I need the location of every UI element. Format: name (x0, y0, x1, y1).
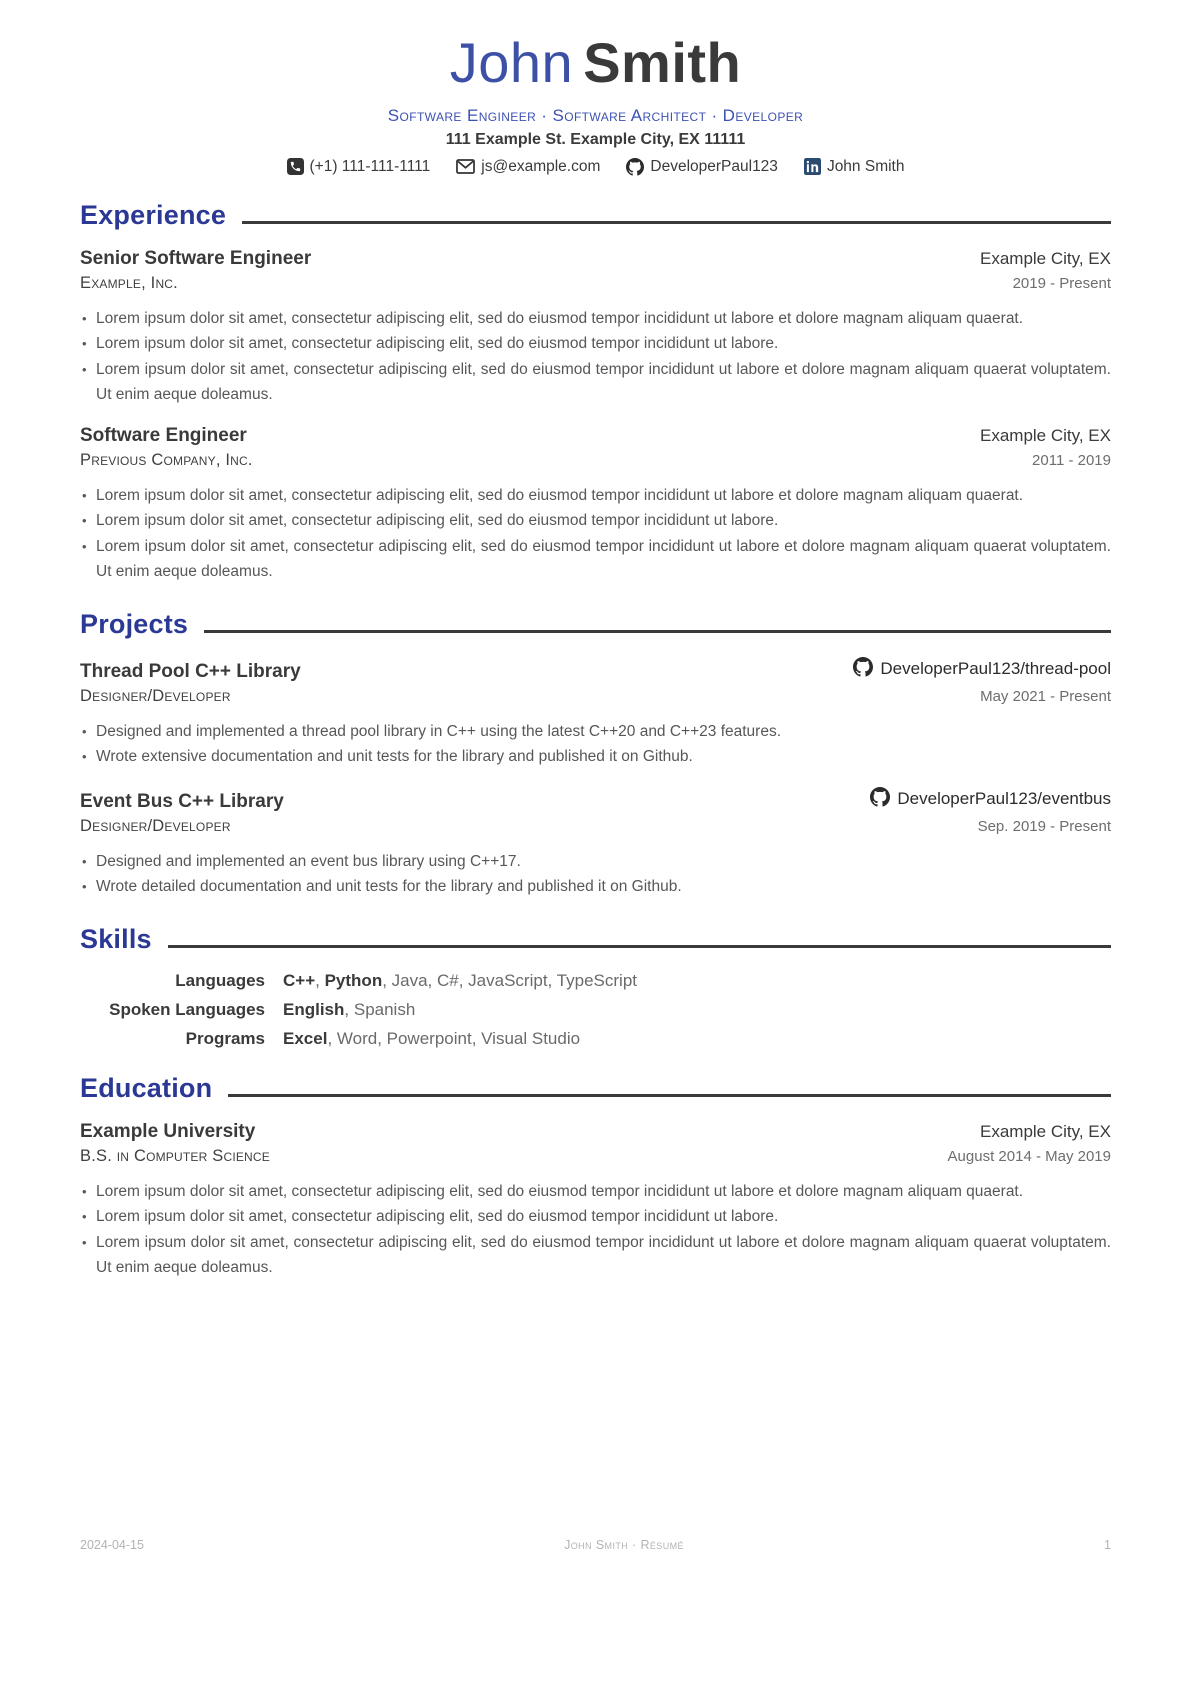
street-address: 111 Example St. Example City, EX 11111 (445, 130, 746, 148)
section-projects (80, 609, 1111, 900)
bullet-item: • Designed and implemented a thread pool library in C++ using the latest C++20 and C++23 features. (80, 719, 1111, 745)
section-heading (80, 609, 1111, 640)
project-bullets (80, 719, 1111, 770)
bullet-item: • Lorem ipsum dolor sit amet, consectetur adipiscing elit, sed do eiusmod tempor incididunt ut labore et dolore magnam aliquam quaerat voluptatem. Ut enim aeque doleamus. (80, 534, 1111, 585)
job-titles-tagline: Software Engineer · Software Architect · Developer (387, 105, 804, 125)
section-rule (242, 221, 1111, 224)
linkedin-name: John Smith (826, 157, 905, 175)
resume-header (80, 31, 1111, 176)
section-rule (204, 630, 1111, 633)
experience-entry (80, 248, 1111, 408)
job-bullets (80, 306, 1111, 408)
education-dates: August 2014 - May 2019 (947, 1147, 1111, 1165)
skill-item: , (315, 970, 325, 990)
skill-item: , Java, C#, JavaScript, TypeScript (382, 970, 637, 990)
section-skills (80, 924, 1111, 1049)
skill-item: , Word, Powerpoint, Visual Studio (327, 1028, 581, 1048)
education-entry (80, 1121, 1111, 1281)
project-bullets (80, 849, 1111, 900)
skill-item-strong: Excel (283, 1028, 328, 1048)
bullet-item: • Lorem ipsum dolor sit amet, consectetur adipiscing elit, sed do eiusmod tempor incididunt ut labore. (80, 508, 1111, 534)
degree-name: B.S. in Computer Science (80, 1146, 270, 1165)
bullet-item: • Wrote extensive documentation and unit tests for the library and published it on Github. (80, 744, 1111, 770)
job-location: Example City, EX (979, 248, 1111, 268)
project-entry (80, 787, 1111, 900)
bullet-item: • Wrote detailed documentation and unit tests for the library and published it on Github. (80, 874, 1111, 900)
github-icon (626, 158, 644, 176)
phone-icon (287, 158, 304, 175)
project-role: Designer/Developer (80, 816, 231, 835)
job-title: Software Engineer (80, 424, 247, 446)
email-address: js@example.com (481, 157, 601, 175)
repo-name: DeveloperPaul123/eventbus (897, 789, 1111, 809)
github-profile-link[interactable] (626, 158, 778, 176)
skill-category-label: Spoken Languages (109, 999, 265, 1019)
bullet-item: • Lorem ipsum dolor sit amet, consectetur adipiscing elit, sed do eiusmod tempor incididunt ut labore et dolore magnam aliquam quaerat. (80, 483, 1111, 509)
project-dates: May 2021 - Present (980, 687, 1111, 705)
section-heading (80, 1073, 1111, 1104)
footer-date: 2024-04-15 (80, 1538, 144, 1552)
bullet-item: • Lorem ipsum dolor sit amet, consectetur adipiscing elit, sed do eiusmod tempor incididunt ut labore et dolore magnam aliquam quaerat. (80, 1179, 1111, 1205)
section-heading (80, 200, 1111, 231)
footer-document-title: John Smith · Résumé (564, 1538, 684, 1552)
project-name: Thread Pool C++ Library (80, 660, 301, 682)
section-rule (168, 945, 1111, 948)
experience-entry (80, 425, 1111, 585)
bullet-item: • Designed and implemented an event bus library using C++17. (80, 849, 1111, 875)
project-role: Designer/Developer (80, 686, 231, 705)
skill-category-label: Programs (185, 1028, 265, 1048)
github-username: DeveloperPaul123 (650, 157, 778, 175)
skill-values (283, 1029, 1111, 1049)
page-footer (80, 1538, 1111, 1552)
github-icon (853, 657, 873, 682)
envelope-icon (456, 159, 475, 174)
section-rule (228, 1094, 1111, 1097)
skill-item-strong: C++ (283, 970, 316, 990)
school-location: Example City, EX (979, 1121, 1111, 1141)
skill-item: , Spanish (344, 999, 416, 1019)
skill-item-strong: Python (324, 970, 383, 990)
linkedin-icon (804, 158, 821, 175)
bullet-item: • Lorem ipsum dolor sit amet, consectetur adipiscing elit, sed do eiusmod tempor incididunt ut labore et dolore magnam aliquam quaerat voluptatem. Ut enim aeque doleamus. (80, 357, 1111, 408)
section-title: Projects (80, 608, 189, 639)
school-name: Example University (80, 1120, 256, 1142)
job-location: Example City, EX (979, 425, 1111, 445)
project-repo-link[interactable] (853, 657, 1111, 682)
first-name: John (449, 31, 574, 94)
email-link[interactable] (456, 158, 600, 176)
job-dates: 2011 - 2019 (1032, 451, 1111, 469)
github-icon (870, 787, 890, 812)
bullet-item: • Lorem ipsum dolor sit amet, consectetur adipiscing elit, sed do eiusmod tempor incididunt ut labore. (80, 1204, 1111, 1230)
education-bullets (80, 1179, 1111, 1281)
person-name (80, 31, 1111, 94)
job-title: Senior Software Engineer (80, 247, 312, 269)
contact-row (80, 158, 1111, 176)
project-dates: Sep. 2019 - Present (977, 817, 1111, 835)
project-entry (80, 657, 1111, 770)
skill-values (283, 971, 1111, 991)
phone-link[interactable] (287, 158, 431, 176)
company-name: Example, Inc. (80, 273, 178, 292)
project-name: Event Bus C++ Library (80, 790, 284, 812)
linkedin-profile-link[interactable] (804, 158, 905, 176)
company-name: Previous Company, Inc. (80, 450, 253, 469)
job-dates: 2019 - Present (1012, 274, 1111, 292)
skills-table (80, 971, 1111, 1049)
section-education (80, 1073, 1111, 1281)
section-experience (80, 200, 1111, 585)
section-title: Education (80, 1072, 213, 1103)
phone-number: (+1) 111-111-1111 (309, 157, 431, 175)
skill-item-strong: English (283, 999, 345, 1019)
project-repo-link[interactable] (870, 787, 1111, 812)
repo-name: DeveloperPaul123/thread-pool (880, 659, 1111, 679)
section-title: Experience (80, 199, 227, 230)
last-name: Smith (583, 31, 742, 94)
footer-page-number: 1 (1104, 1538, 1111, 1552)
bullet-item: • Lorem ipsum dolor sit amet, consectetur adipiscing elit, sed do eiusmod tempor incididunt ut labore et dolore magnam aliquam quaerat voluptatem. Ut enim aeque doleamus. (80, 1230, 1111, 1281)
section-title: Skills (80, 923, 152, 954)
skill-category-label: Languages (175, 970, 265, 990)
bullet-item: • Lorem ipsum dolor sit amet, consectetur adipiscing elit, sed do eiusmod tempor incididunt ut labore et dolore magnam aliquam quaerat. (80, 306, 1111, 332)
section-heading (80, 924, 1111, 955)
job-bullets (80, 483, 1111, 585)
skill-values (283, 1000, 1111, 1020)
bullet-item: • Lorem ipsum dolor sit amet, consectetur adipiscing elit, sed do eiusmod tempor incididunt ut labore. (80, 331, 1111, 357)
